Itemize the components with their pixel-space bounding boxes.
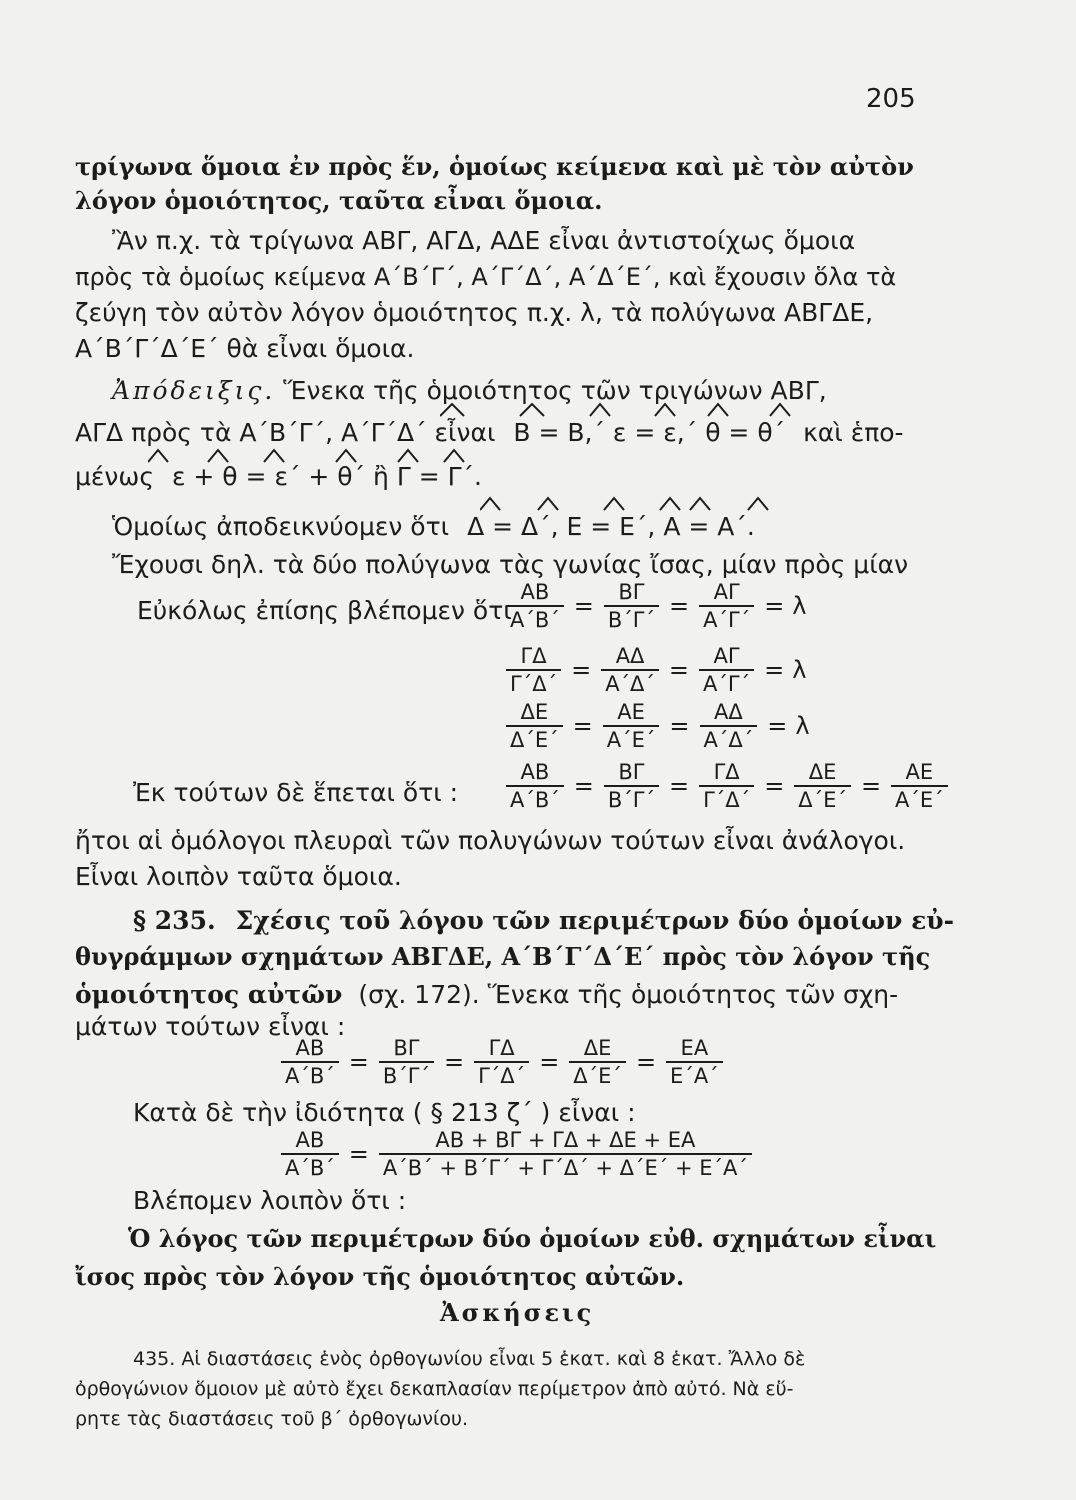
- proof-text: Ἕνεκα τῆς ὁμοιότητος τῶν τριγώνων ΑΒΓ,: [283, 376, 827, 405]
- denominator: Α΄Β΄ + Β΄Γ΄ + Γ΄Δ΄ + Δ΄Ε΄ + Ε΄Α΄: [382, 1156, 748, 1180]
- text-fragment: καὶ ἑπο-: [803, 418, 904, 447]
- text-fragment: μένως: [75, 462, 154, 491]
- section-number: § 235.: [133, 906, 216, 935]
- numerator: ΑΕ: [891, 760, 948, 787]
- fraction: [474, 1036, 529, 1088]
- fraction: [601, 644, 659, 696]
- numerator: ΑΓ: [699, 644, 754, 671]
- text-line: Α΄Β΄Γ΄Δ΄Ε΄ θὰ εἶναι ὅμοια.: [75, 334, 415, 363]
- denominator: Α΄Β΄: [285, 1064, 335, 1088]
- fraction: [506, 760, 564, 812]
- section-title: Σχέσις τοῦ λόγου τῶν περιμέτρων δύο ὁμοίων εὐ-: [235, 906, 954, 935]
- similar-angles-line: [112, 512, 755, 542]
- fraction: [379, 1036, 434, 1088]
- equation-row: [500, 700, 814, 752]
- equals-sign: =: [571, 656, 592, 684]
- text-line: μάτων τούτων εἶναι :: [75, 1012, 346, 1041]
- text-fragment: Ὁμοίως ἀποδεικνύομεν ὅτι: [112, 512, 450, 541]
- denominator: Α΄Γ΄: [703, 608, 751, 632]
- equals-sign: =: [764, 592, 785, 620]
- equals-sign: =: [668, 656, 690, 684]
- text-line: Εὐκόλως ἐπίσης βλέπομεν ὅτι: [137, 596, 512, 625]
- text-fragment: (σχ. 172). Ἕνεκα τῆς ὁμοιότητος τῶν σχη-: [358, 980, 899, 1009]
- denominator: Δ΄Ε΄: [510, 728, 559, 752]
- equals-sign: =: [764, 772, 785, 800]
- equals-sign: =: [767, 712, 788, 740]
- perimeter-equation: [275, 1128, 758, 1180]
- numerator: ΔΕ: [506, 700, 563, 727]
- angle-hat-marks: [480, 494, 780, 514]
- angle-equalities: Δ = Δ΄, Ε = Ε΄, Α = Α΄.: [467, 512, 755, 541]
- denominator: Β΄Γ΄: [382, 1064, 430, 1088]
- section-heading-line: [133, 906, 954, 936]
- numerator: ΑΒ: [506, 760, 564, 787]
- angle-hat-marks: [148, 446, 478, 466]
- numerator: ΕΑ: [666, 1036, 723, 1063]
- text-fragment: ΑΓΔ πρὸς τὰ Α΄Β΄Γ΄, Α΄Γ΄Δ΄ εἶναι: [75, 418, 496, 447]
- numerator: ΓΔ: [474, 1036, 529, 1063]
- denominator: Α΄Δ΄: [703, 728, 754, 752]
- page-number: 205: [866, 84, 916, 114]
- equals-sign: =: [669, 712, 690, 740]
- section-title-line: [75, 980, 898, 1010]
- numerator: ΑΔ: [700, 700, 758, 727]
- equals-sign: =: [573, 592, 594, 620]
- angle-line: [75, 418, 904, 448]
- denominator: Δ΄Ε΄: [798, 788, 847, 812]
- exercises-heading: Ἀσκήσεις: [440, 1298, 595, 1327]
- numerator: ΒΓ: [379, 1036, 434, 1063]
- text-line: Κατὰ δὲ τὴν ἰδιότητα ( § 213 ζ΄ ) εἶναι :: [133, 1098, 636, 1127]
- theorem-line: ἴσος πρὸς τὸν λόγον τῆς ὁμοιότητος αὐτῶν.: [75, 1262, 685, 1291]
- denominator: Β΄Γ΄: [607, 608, 655, 632]
- proof-label: Ἀπόδειξις.: [112, 376, 276, 405]
- fraction: [569, 1036, 626, 1088]
- fraction: [699, 760, 754, 812]
- equals-sign: =: [444, 1048, 465, 1076]
- numerator: ΔΕ: [569, 1036, 626, 1063]
- equals-sign: =: [669, 772, 690, 800]
- numerator: ΑΒ: [281, 1128, 339, 1155]
- text-line: ἤτοι αἱ ὁμόλογοι πλευραὶ τῶν πολυγώνων τούτων εἶναι ἀνάλογοι.: [75, 826, 906, 855]
- ratio-symbol: λ: [792, 656, 807, 684]
- denominator: Γ΄Δ΄: [510, 672, 558, 696]
- denominator: Α΄Γ΄: [703, 672, 751, 696]
- fraction: [281, 1128, 339, 1180]
- equation-row: [500, 580, 811, 632]
- theorem-line: Ὁ λόγος τῶν περιμέτρων δύο ὁμοίων εὐθ. σχημάτων εἶναι: [128, 1224, 937, 1253]
- equals-sign: =: [572, 712, 593, 740]
- numerator: ΑΒ: [506, 580, 564, 607]
- exercise-text: ὀρθογώνιον ὅμοιον μὲ αὐτὸ ἔχει δεκαπλασίαν περίμετρον ἀπὸ αὐτό. Νὰ εὕ-: [75, 1378, 794, 1400]
- equals-sign: =: [635, 1048, 657, 1076]
- fraction: [281, 1036, 339, 1088]
- fraction: [379, 1128, 752, 1180]
- exercise-text: 435. Αἱ διαστάσεις ἑνὸς ὀρθογωνίου εἶναι 5 ἑκατ. καὶ 8 ἑκατ. Ἄλλο δὲ: [133, 1348, 806, 1370]
- denominator: Γ΄Δ΄: [478, 1064, 526, 1088]
- equals-sign: =: [348, 1048, 369, 1076]
- text-line: τρίγωνα ὅμοια ἐν πρὸς ἕν, ὁμοίως κείμενα καὶ μὲ τὸν αὐτὸν: [75, 152, 914, 181]
- exercise-text: ρητε τὰς διαστάσεις τοῦ β΄ ὀρθογωνίου.: [75, 1408, 469, 1430]
- fraction: [506, 580, 564, 632]
- equation-row: [500, 644, 810, 696]
- fraction: [891, 760, 948, 812]
- angle-hat-marks: [440, 400, 880, 420]
- denominator: Α΄Ε΄: [606, 728, 656, 752]
- numerator: ΒΓ: [604, 760, 659, 787]
- ratio-symbol: λ: [792, 592, 807, 620]
- angle-sum-line: [75, 462, 482, 492]
- numerator: ΑΒ + ΒΓ + ΓΔ + ΔΕ + ΕΑ: [379, 1128, 752, 1155]
- denominator: Α΄Β΄: [510, 608, 560, 632]
- equation-row: [275, 1036, 729, 1088]
- numerator: ΓΔ: [699, 760, 754, 787]
- denominator: Α΄Β΄: [285, 1156, 335, 1180]
- section-title-cont: θυγράμμων σχημάτων ΑΒΓΔΕ, Α΄Β΄Γ΄Δ΄Ε΄ πρὸς τὸν λόγον τῆς: [75, 942, 931, 971]
- ratio-symbol: λ: [795, 712, 810, 740]
- denominator: Γ΄Δ΄: [703, 788, 751, 812]
- denominator: Ε΄Α΄: [670, 1064, 719, 1088]
- fraction: [506, 700, 563, 752]
- equals-sign: =: [573, 772, 594, 800]
- denominator: Α΄Δ΄: [605, 672, 655, 696]
- equals-sign: =: [348, 1140, 369, 1168]
- angle-equalities: Β = Β,΄ ε = ε,΄ θ = θ΄: [513, 418, 786, 447]
- text-line: Εἶναι λοιπὸν ταῦτα ὅμοια.: [75, 862, 402, 891]
- numerator: ΑΒ: [281, 1036, 339, 1063]
- angle-sum: ε + θ = ε΄ + θ΄ ἢ Γ = Γ΄.: [171, 462, 482, 491]
- equals-sign: =: [669, 592, 690, 620]
- fraction: [604, 760, 659, 812]
- numerator: ΑΓ: [699, 580, 754, 607]
- numerator: ΔΕ: [794, 760, 851, 787]
- numerator: ΒΓ: [604, 580, 659, 607]
- numerator: ΑΕ: [603, 700, 660, 727]
- denominator: Α΄Ε΄: [895, 788, 944, 812]
- fraction: [700, 700, 758, 752]
- fraction: [506, 644, 561, 696]
- text-line: λόγον ὁμοιότητος, ταῦτα εἶναι ὅμοια.: [75, 186, 603, 215]
- text-line: Βλέπομεν λοιπὸν ὅτι :: [133, 1186, 407, 1215]
- numerator: ΑΔ: [601, 644, 659, 671]
- fraction: [604, 580, 659, 632]
- fraction: [699, 644, 754, 696]
- fraction: [699, 580, 754, 632]
- text-line: Ἂν π.χ. τὰ τρίγωνα ΑΒΓ, ΑΓΔ, ΑΔΕ εἶναι ἀντιστοίχως ὅμοια: [112, 226, 856, 255]
- equals-sign: =: [539, 1048, 560, 1076]
- equals-sign: =: [860, 772, 882, 800]
- fraction: [794, 760, 851, 812]
- fraction: [603, 700, 660, 752]
- denominator: Α΄Β΄: [510, 788, 560, 812]
- numerator: ΓΔ: [506, 644, 561, 671]
- equals-sign: =: [764, 656, 785, 684]
- fraction: [666, 1036, 723, 1088]
- denominator: Δ΄Ε΄: [573, 1064, 622, 1088]
- text-line: ζεύγη τὸν αὐτὸν λόγον ὁμοιότητος π.χ. λ, τὰ πολύγωνα ΑΒΓΔΕ,: [75, 298, 874, 327]
- equation-row: [500, 760, 954, 812]
- text-line: Ἔχουσι δηλ. τὰ δύο πολύγωνα τὰς γωνίας ἴσας, μίαν πρὸς μίαν: [112, 550, 909, 579]
- section-title-end: ὁμοιότητος αὐτῶν: [75, 980, 343, 1009]
- text-line: πρὸς τὰ ὁμοίως κείμενα Α΄Β΄Γ΄, Α΄Γ΄Δ΄, Α΄Δ΄Ε΄, καὶ ἔχουσιν ὅλα τὰ: [75, 263, 897, 291]
- text-line: Ἐκ τούτων δὲ ἕπεται ὅτι :: [133, 778, 459, 807]
- denominator: Β΄Γ΄: [607, 788, 655, 812]
